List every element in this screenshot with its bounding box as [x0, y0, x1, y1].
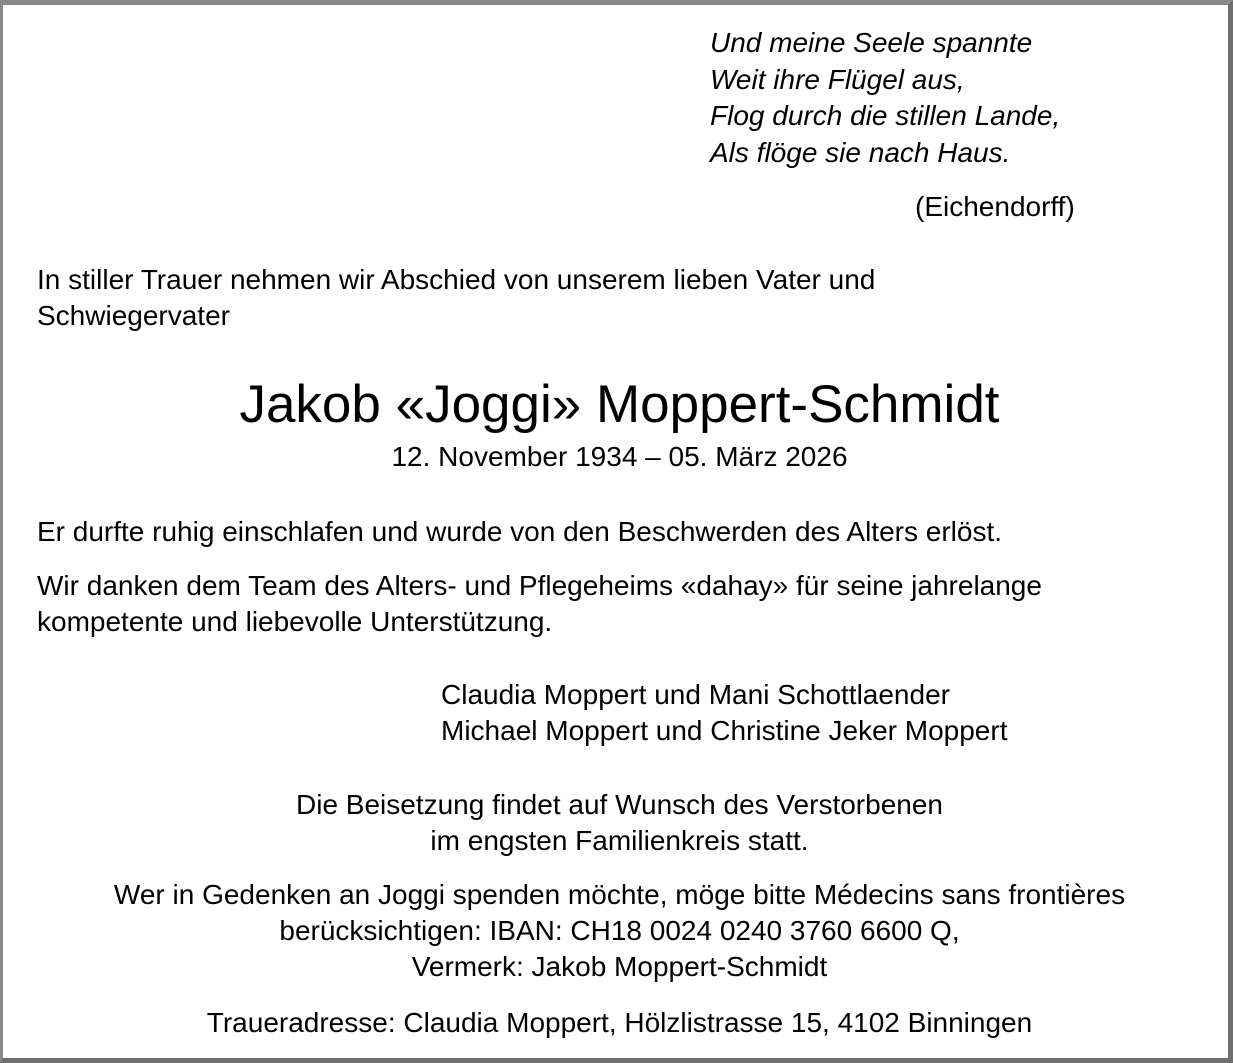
address-line: Traueradresse: Claudia Moppert, Hölzlistrasse 15, 4102 Binningen	[206, 1007, 1033, 1038]
burial-notice	[3, 787, 1233, 859]
body-paragraph-2-line: kompetente und liebevolle Unterstützung.	[37, 606, 553, 637]
donation-line: Vermerk: Jakob Moppert-Schmidt	[411, 951, 828, 982]
poem	[710, 25, 1060, 171]
donation-notice	[3, 877, 1233, 985]
burial-line: im engsten Familienkreis statt.	[430, 825, 809, 856]
deceased-name: Jakob «Joggi» Moppert-Schmidt	[239, 375, 1000, 434]
deceased-dates: 12. November 1934 – 05. März 2026	[391, 441, 848, 472]
body-paragraph-1: Er durfte ruhig einschlafen und wurde von den Beschwerden des Alters erlöst.	[37, 516, 1003, 547]
intro-line: Schwiegervater	[37, 300, 230, 331]
family-signatures	[441, 677, 1007, 749]
body-paragraph-2	[37, 568, 1042, 640]
poem-line: Und meine Seele spannte	[710, 27, 1033, 58]
donation-line: Wer in Gedenken an Joggi spenden möchte, möge bitte Médecins sans frontières	[113, 879, 1126, 910]
poem-author: (Eichendorff)	[915, 191, 1075, 222]
family-line: Claudia Moppert und Mani Schottlaender	[441, 679, 950, 710]
family-line: Michael Moppert und Christine Jeker Moppert	[441, 715, 1008, 746]
poem-line: Weit ihre Flügel aus,	[710, 63, 965, 95]
mourning-address	[3, 1005, 1233, 1041]
donation-line: berücksichtigen: IBAN: CH18 0024 0240 3760 6600 Q,	[279, 915, 960, 946]
body-paragraph-2-line: Wir danken dem Team des Alters- und Pflegeheims «dahay» für seine jahrelange	[37, 570, 1042, 601]
intro-text	[37, 262, 875, 334]
burial-line: Die Beisetzung findet auf Wunsch des Verstorbenen	[296, 789, 943, 820]
poem-line: Als flöge sie nach Haus.	[710, 136, 1011, 168]
intro-line: In stiller Trauer nehmen wir Abschied von unserem lieben Vater und	[37, 264, 876, 295]
poem-line: Flog durch die stillen Lande,	[710, 100, 1061, 131]
